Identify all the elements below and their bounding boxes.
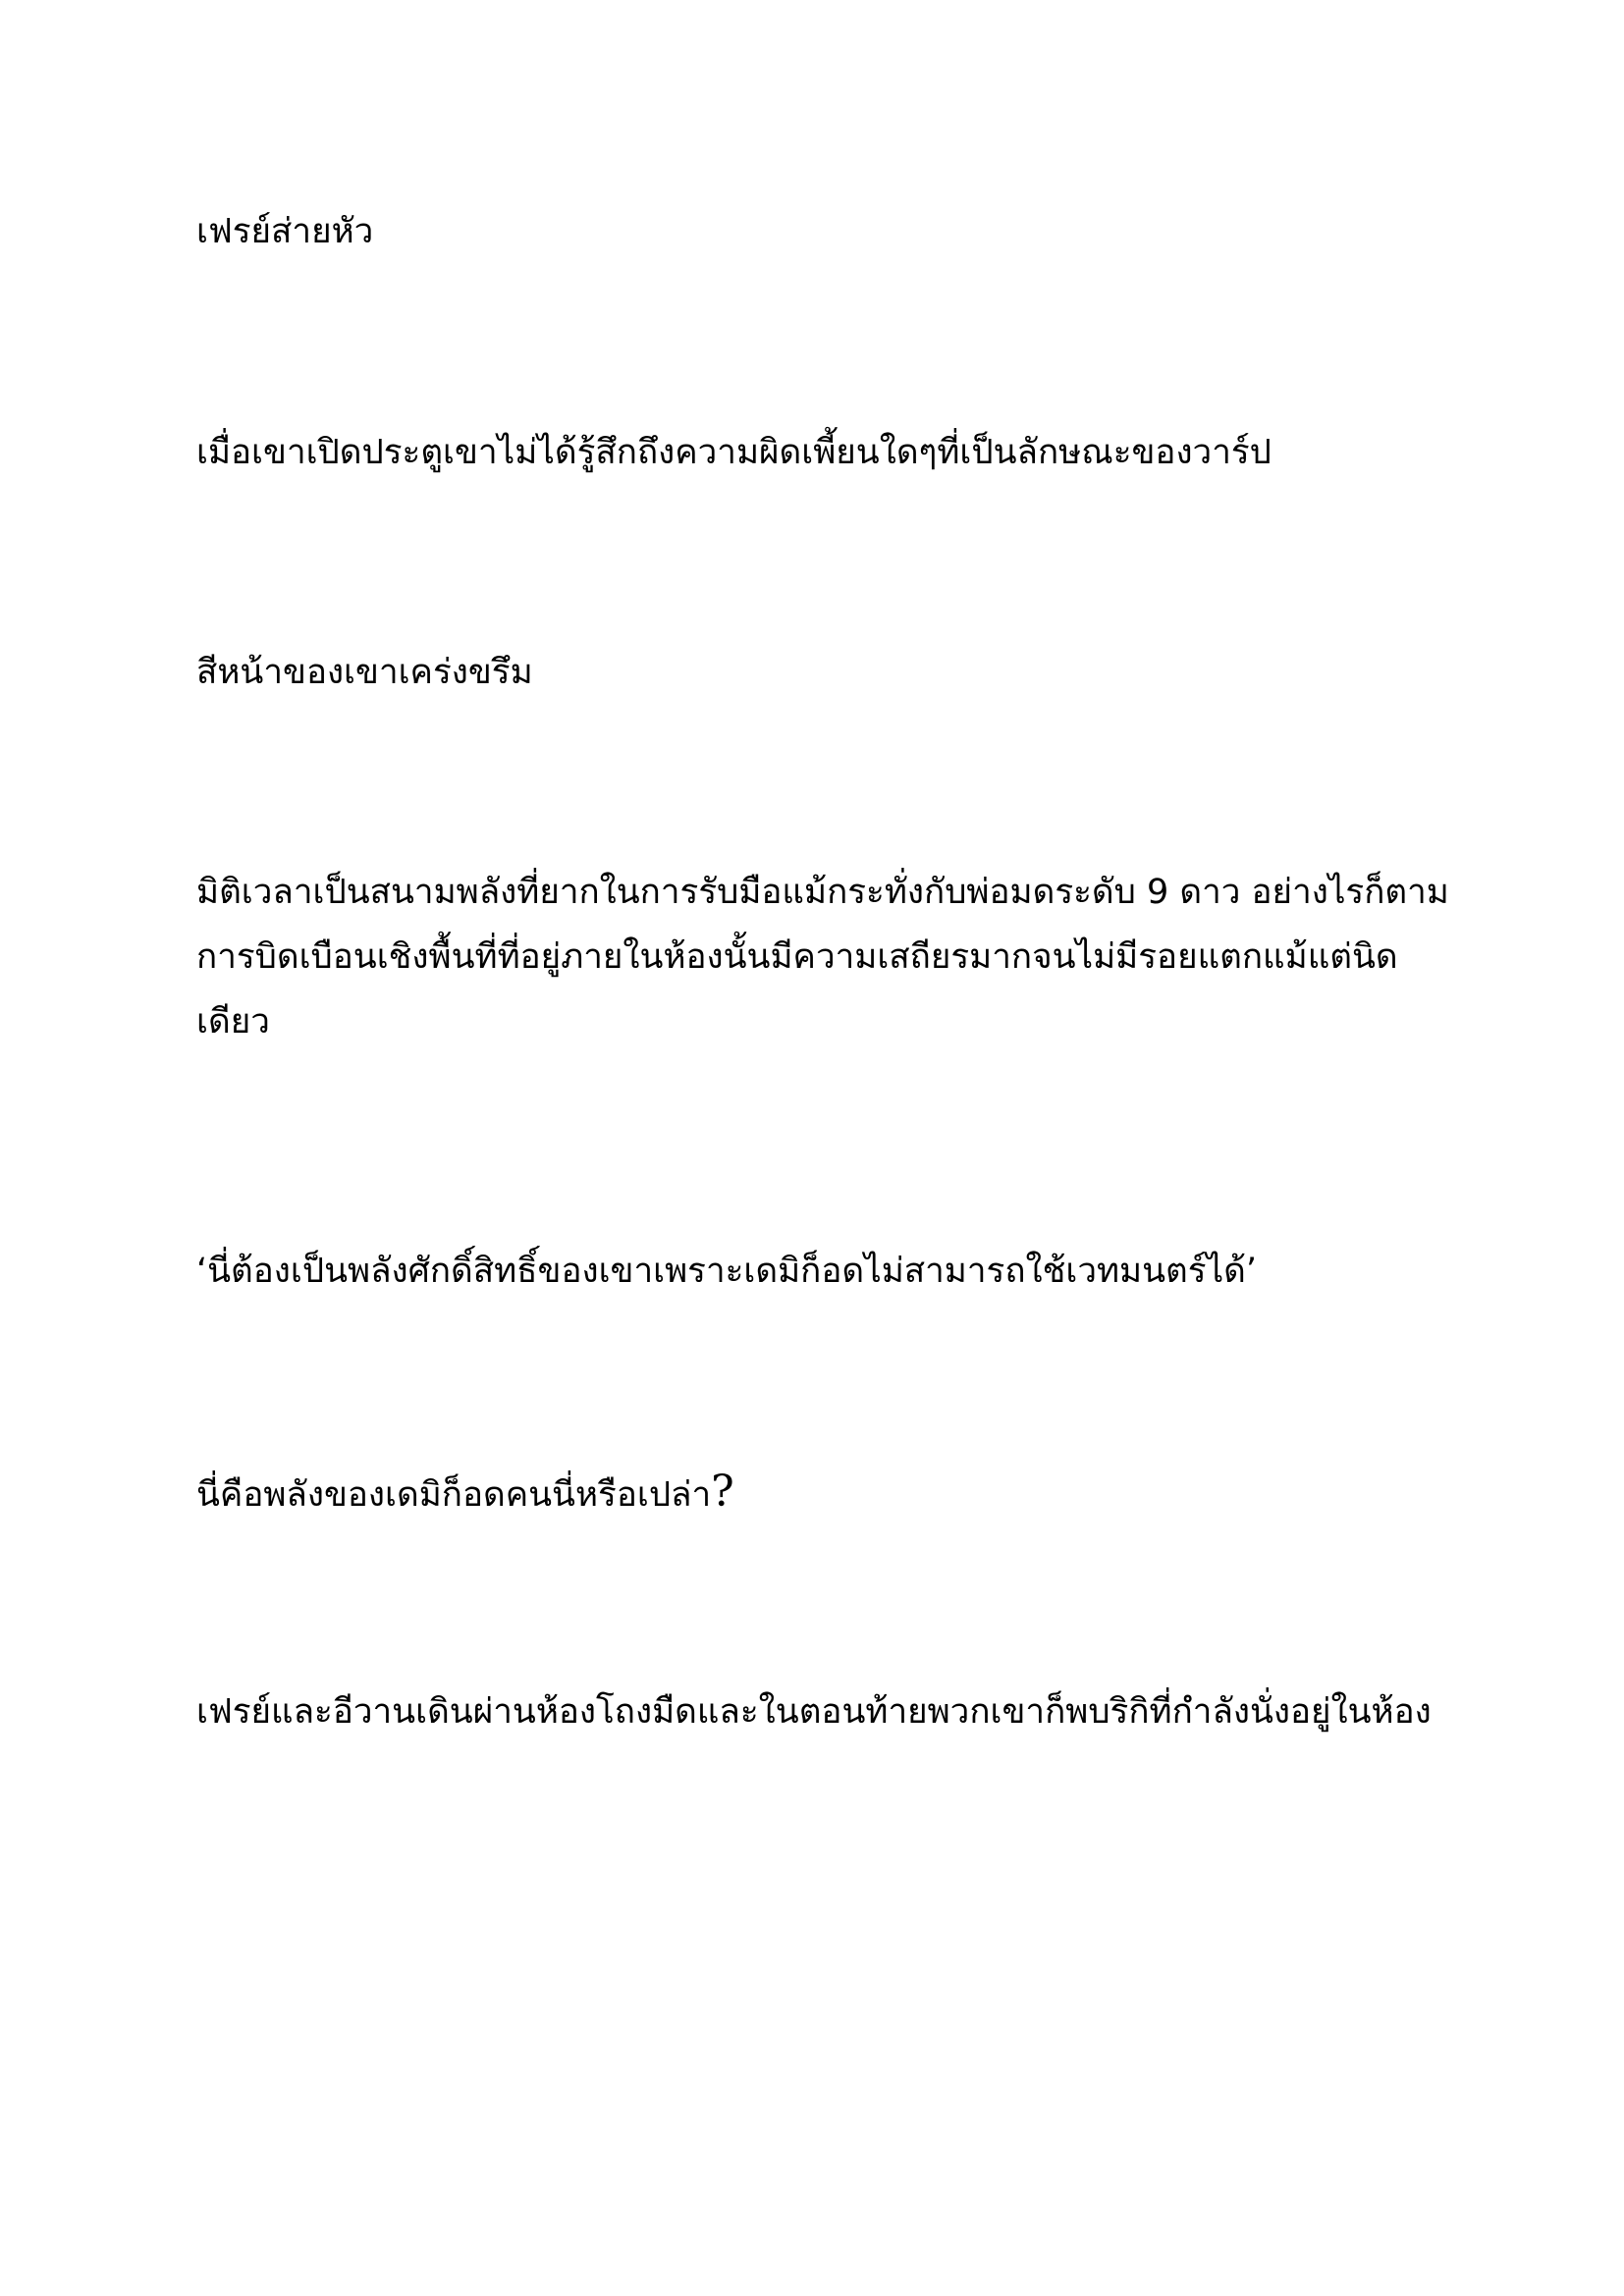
paragraph-7: เฟรย์และอีวานเดินผ่านห้องโถงมืดและในตอนท้ายพวกเขาก็พบริกิที่กำลังนั่งอยู่ในห้อง <box>196 1692 1432 1732</box>
paragraph-5: ‘นี่ต้องเป็นพลังศักดิ์สิทธิ์ของเขาเพราะเดมิก็อดไม่สามารถใช้เวทมนตร์ได้’ <box>196 1252 1258 1291</box>
paragraph-2: เมื่อเขาเปิดประตูเขาไม่ได้รู้สึกถึงความผิดเพี้ยนใดๆที่เป็นลักษณะของวาร์ป <box>196 433 1272 472</box>
paragraph-3: สีหน้าของเขาเคร่งขรึม <box>196 653 533 692</box>
paragraph-1: เฟรย์ส่ายหัว <box>196 212 374 251</box>
paragraph-4: มิติเวลาเป็นสนามพลังที่ยากในการรับมือแม้กระทั่งกับพ่อมดระดับ 9 ดาว อย่างไรก็ตามการบิดเบือนเชิงพื้นที่ที่อยู่ภายในห้องนั้นมีความเสถียรมากจนไม่มีรอยแตกแม้แต่นิดเดียว <box>196 873 1449 1041</box>
question-mark: ? <box>711 1467 734 1517</box>
paragraph-6 <box>196 1460 1463 1527</box>
paragraph-6-text: นี่คือพลังของเดมิก็อดคนนี่หรือเปล่า <box>196 1475 712 1515</box>
